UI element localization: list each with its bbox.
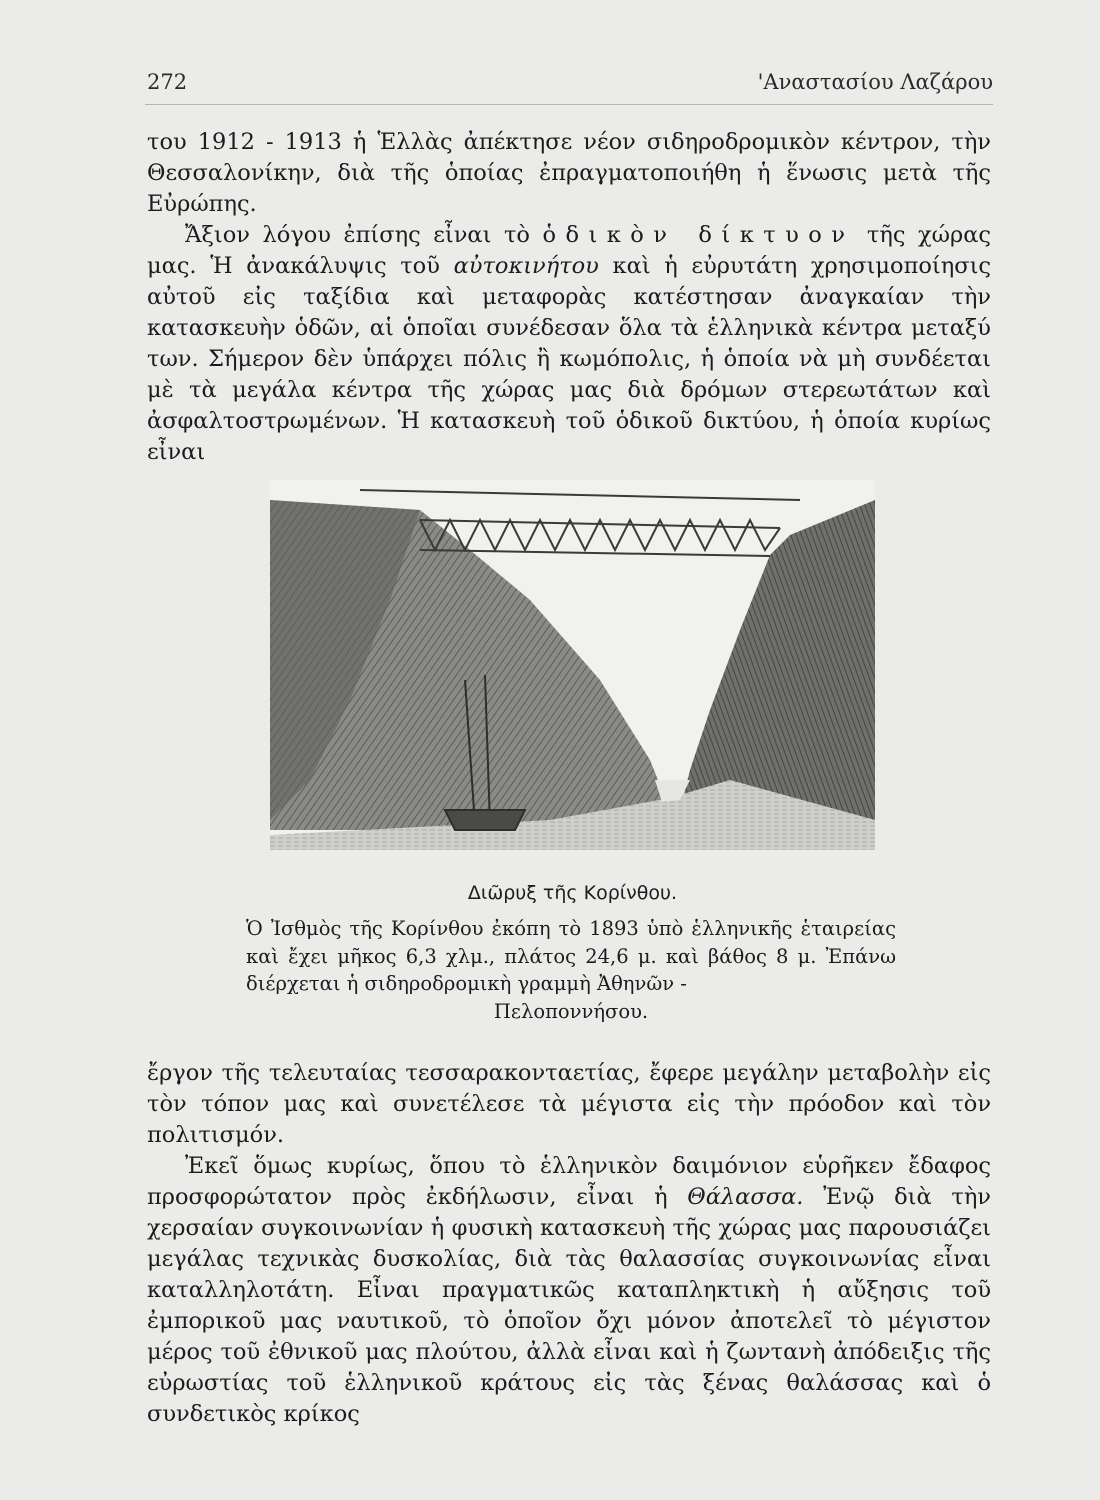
figure-caption-title: Διῶρυξ τῆς Κορίνθου. [467, 882, 678, 904]
paragraph-4-start: Ἐκεῖ ὅμως κυρίως, ὅπου τὸ ἑλληνικὸν δαιμόνιον εὑρῆκεν ἔδαφος προσφορώτατον πρὸς ἐκδήλωσιν, εἶναι ἡ [147, 1153, 991, 1210]
automobile-term: αὐτοκινήτου [453, 253, 599, 279]
paragraph-4 [147, 1151, 991, 1430]
paragraph-2-end: καὶ ἡ εὐρυτάτη χρησιμοποίησις αὐτοῦ εἰς ταξίδια καὶ μεταφορὰς κατέστησαν ἀναγκαίαν τὴν κατασκευὴν ὁδῶν, αἱ ὁποῖαι συνέδεσαν ὅλα τὰ ἑλληνικὰ κέντρα μεταξύ των. Σήμερον δὲν ὑπάρχει πόλις ἢ κωμόπολις, ἡ ὁποία νὰ μὴ συνδέεται μὲ τὰ μεγάλα κέντρα τῆς χώρας μας διὰ δρόμων στερεωτάτων καὶ ἀσφαλτοστρωμένων. Ἡ κατασκευὴ τοῦ ὁδικοῦ δικτύου, ἡ ὁποία κυρίως εἶναι [147, 253, 992, 465]
paragraph-3: ἔργον τῆς τελευταίας τεσσαρακονταετίας, ἔφερε μεγάλην μεταβολὴν εἰς τὸν τόπον μας καὶ συνετέλεσε τὰ μέγιστα εἰς τὴν πρόοδον καὶ τὸν πολιτισμόν. [147, 1060, 991, 1148]
paragraph-4-end: Ἐνῷ διὰ τὴν χερσαίαν συγκοινωνίαν ἡ φυσικὴ κατασκευὴ τῆς χώρας μας παρουσιάζει μεγάλας τεχνικὰς δυσκολίας, διὰ τὰς θαλασσίας συγκοινωνίας εἶναι καταλληλοτάτη. Εἶναι πραγματικῶς καταπληκτικὴ ἡ αὔξησις τοῦ ἐμπορικοῦ μας ναυτικοῦ, τὸ ὁποῖον ὄχι μόνον ἀποτελεῖ τὸ μέγιστον μέρος τοῦ ἐθνικοῦ μας πλούτου, ἀλλὰ εἶναι καὶ ἡ ζωντανὴ ἀπόδειξις τῆς εὐρωστίας τοῦ ἑλληνικοῦ κράτους εἰς τὰς ξένας θαλάσσας καὶ ὁ συνδετικὸς κρίκος [147, 1184, 991, 1427]
paragraph-1: του 1912 - 1913 ἡ Ἑλλὰς ἀπέκτησε νέον σιδηροδρομικὸν κέντρον, τὴν Θεσσαλονίκην, διὰ τῆς ὁποίας ἐπραγματοποιήθη ἡ ἕνωσις μετὰ τῆς Εὐρώπης. [147, 129, 991, 217]
figure-caption-body [246, 915, 896, 1025]
paragraph-2-middle: τῆς χώρας μας. Ἡ ἀνακάλυψις τοῦ [147, 222, 992, 279]
paragraph-2 [147, 220, 991, 468]
corinth-canal-photo [270, 480, 875, 850]
road-network-term: ὁδικὸν δίκτυον [542, 222, 855, 248]
caption-last-line: Πελοποννήσου. [493, 999, 649, 1023]
page-header [145, 64, 993, 105]
caption-text: Ὁ Ἰσθμὸς τῆς Κορίνθου ἐκόπη τὸ 1893 ὑπὸ ἑλληνικῆς ἑταιρείας καὶ ἔχει μῆκος 6,3 χλμ., πλάτος 24,6 μ. καὶ βάθος 8 μ. Ἐπάνω διέρχεται ἡ σιδηροδρομικὴ γραμμὴ Ἀθηνῶν - [246, 917, 896, 995]
paragraph-2-start: Ἄξιον λόγου ἐπίσης εἶναι τὸ [185, 222, 530, 248]
running-head: 'Αναστασίου Λαζάρου [757, 70, 993, 94]
page-number: 272 [147, 70, 188, 94]
body-text-bottom [147, 1058, 991, 1430]
body-text-top [147, 127, 991, 468]
sea-term: Θάλασσα. [687, 1184, 804, 1210]
